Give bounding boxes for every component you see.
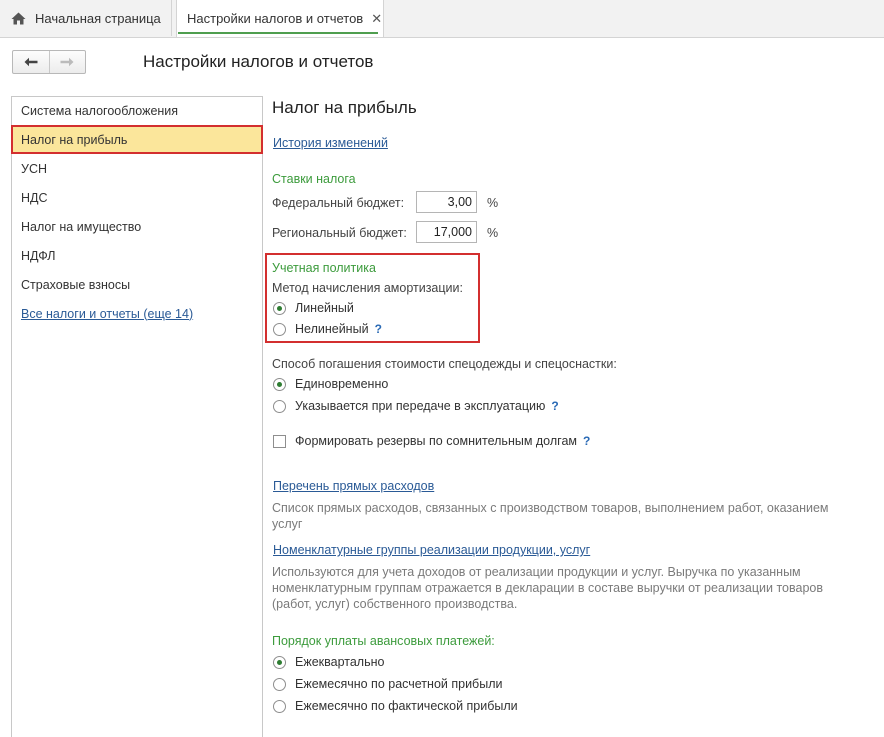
back-button[interactable] bbox=[13, 51, 50, 73]
forward-button[interactable] bbox=[50, 51, 86, 73]
direct-costs-link[interactable]: Перечень прямых расходов bbox=[273, 479, 435, 493]
radio-quarterly-control[interactable] bbox=[273, 656, 286, 669]
radio-nonlinear-control[interactable] bbox=[273, 323, 286, 336]
history-nav bbox=[12, 50, 86, 74]
sidebar-item-income-tax[interactable] bbox=[11, 125, 263, 154]
home-icon bbox=[11, 12, 26, 25]
radio-monthly-calc-control[interactable] bbox=[273, 678, 286, 691]
help-icon[interactable]: ? bbox=[583, 434, 591, 448]
page-title: Настройки налогов и отчетов bbox=[143, 52, 374, 71]
rates-heading: Ставки налога bbox=[272, 172, 356, 186]
sidebar-item-label: НДС bbox=[21, 190, 48, 205]
sidebar-item-insurance[interactable] bbox=[12, 270, 262, 299]
sidebar-item-vat[interactable] bbox=[12, 183, 262, 212]
radio-monthly-actual-label: Ежемесячно по фактической прибыли bbox=[295, 699, 518, 713]
radio-linear-control[interactable] bbox=[273, 302, 286, 315]
regional-rate-input[interactable] bbox=[416, 221, 477, 243]
help-icon[interactable]: ? bbox=[551, 399, 559, 413]
federal-rate-input[interactable] bbox=[416, 191, 477, 213]
regional-percent: % bbox=[487, 226, 499, 240]
tab-bar bbox=[0, 0, 884, 38]
sidebar-item-label: Налог на имущество bbox=[21, 219, 142, 234]
active-tab-indicator bbox=[178, 32, 378, 34]
sidebar-item-property-tax[interactable] bbox=[12, 212, 262, 241]
advance-heading: Порядок уплаты авансовых платежей: bbox=[272, 634, 495, 648]
sidebar-item-all-taxes[interactable] bbox=[12, 299, 262, 328]
reserves-label: Формировать резервы по сомнительным долгам bbox=[295, 434, 577, 448]
direct-costs-description: Список прямых расходов, связанных с производством товаров, выполнением работ, оказанием услуг bbox=[272, 501, 829, 531]
close-icon[interactable]: ✕ bbox=[371, 10, 383, 26]
radio-monthly-calc-label: Ежемесячно по расчетной прибыли bbox=[295, 677, 503, 691]
section-title: Налог на прибыль bbox=[272, 98, 417, 117]
nomenclature-description: Используются для учета доходов от реализации продукции и услуг. Выручка по указанным номенклатурным группам отражается в декларации в составе выручки от реализации товаров (работ, услуг) собственного производства. bbox=[272, 565, 824, 611]
depreciation-method-label: Метод начисления амортизации: bbox=[272, 281, 463, 295]
radio-quarterly-label: Ежеквартально bbox=[295, 655, 385, 669]
sidebar bbox=[11, 96, 263, 737]
policy-heading: Учетная политика bbox=[272, 261, 376, 275]
arrow-left-icon bbox=[24, 57, 38, 67]
history-link[interactable]: История изменений bbox=[273, 136, 388, 150]
workwear-label: Способ погашения стоимости спецодежды и спецоснастки: bbox=[272, 357, 617, 371]
radio-monthly-calc[interactable] bbox=[273, 677, 502, 691]
radio-transfer-label: Указывается при передаче в эксплуатацию bbox=[295, 399, 546, 413]
radio-nonlinear-label: Нелинейный bbox=[295, 322, 369, 336]
sidebar-item-usn[interactable] bbox=[12, 154, 262, 183]
arrow-right-icon bbox=[60, 57, 74, 67]
sidebar-item-tax-system[interactable] bbox=[12, 96, 262, 125]
sidebar-item-label: УСН bbox=[21, 161, 47, 176]
reserves-checkbox-row[interactable] bbox=[273, 434, 590, 448]
all-taxes-link[interactable]: Все налоги и отчеты (еще 14) bbox=[21, 306, 194, 321]
radio-nonlinear[interactable] bbox=[273, 322, 382, 336]
sidebar-item-label: НДФЛ bbox=[21, 248, 56, 263]
radio-linear[interactable] bbox=[273, 301, 354, 315]
sidebar-item-label: Налог на прибыль bbox=[21, 132, 128, 147]
reserves-checkbox[interactable] bbox=[273, 435, 286, 448]
radio-once-control[interactable] bbox=[273, 378, 286, 391]
regional-label: Региональный бюджет: bbox=[272, 226, 407, 240]
radio-monthly-actual[interactable] bbox=[273, 699, 518, 713]
radio-transfer[interactable] bbox=[273, 399, 559, 413]
federal-label: Федеральный бюджет: bbox=[272, 196, 405, 210]
tab-home[interactable] bbox=[0, 0, 172, 36]
tab-home-label: Начальная страница bbox=[35, 10, 161, 26]
sidebar-item-label: Система налогообложения bbox=[21, 103, 179, 118]
radio-linear-label: Линейный bbox=[295, 301, 354, 315]
radio-quarterly[interactable] bbox=[273, 655, 384, 669]
radio-transfer-control[interactable] bbox=[273, 400, 286, 413]
help-icon[interactable]: ? bbox=[374, 322, 382, 336]
federal-percent: % bbox=[487, 196, 499, 210]
radio-monthly-actual-control[interactable] bbox=[273, 700, 286, 713]
radio-once-label: Единовременно bbox=[295, 377, 389, 391]
radio-once[interactable] bbox=[273, 377, 388, 391]
nomenclature-link[interactable]: Номенклатурные группы реализации продукции, услуг bbox=[273, 543, 591, 557]
sidebar-item-label: Страховые взносы bbox=[21, 277, 131, 292]
tab-tax-settings-label: Настройки налогов и отчетов bbox=[187, 11, 364, 26]
sidebar-item-ndfl[interactable] bbox=[12, 241, 262, 270]
